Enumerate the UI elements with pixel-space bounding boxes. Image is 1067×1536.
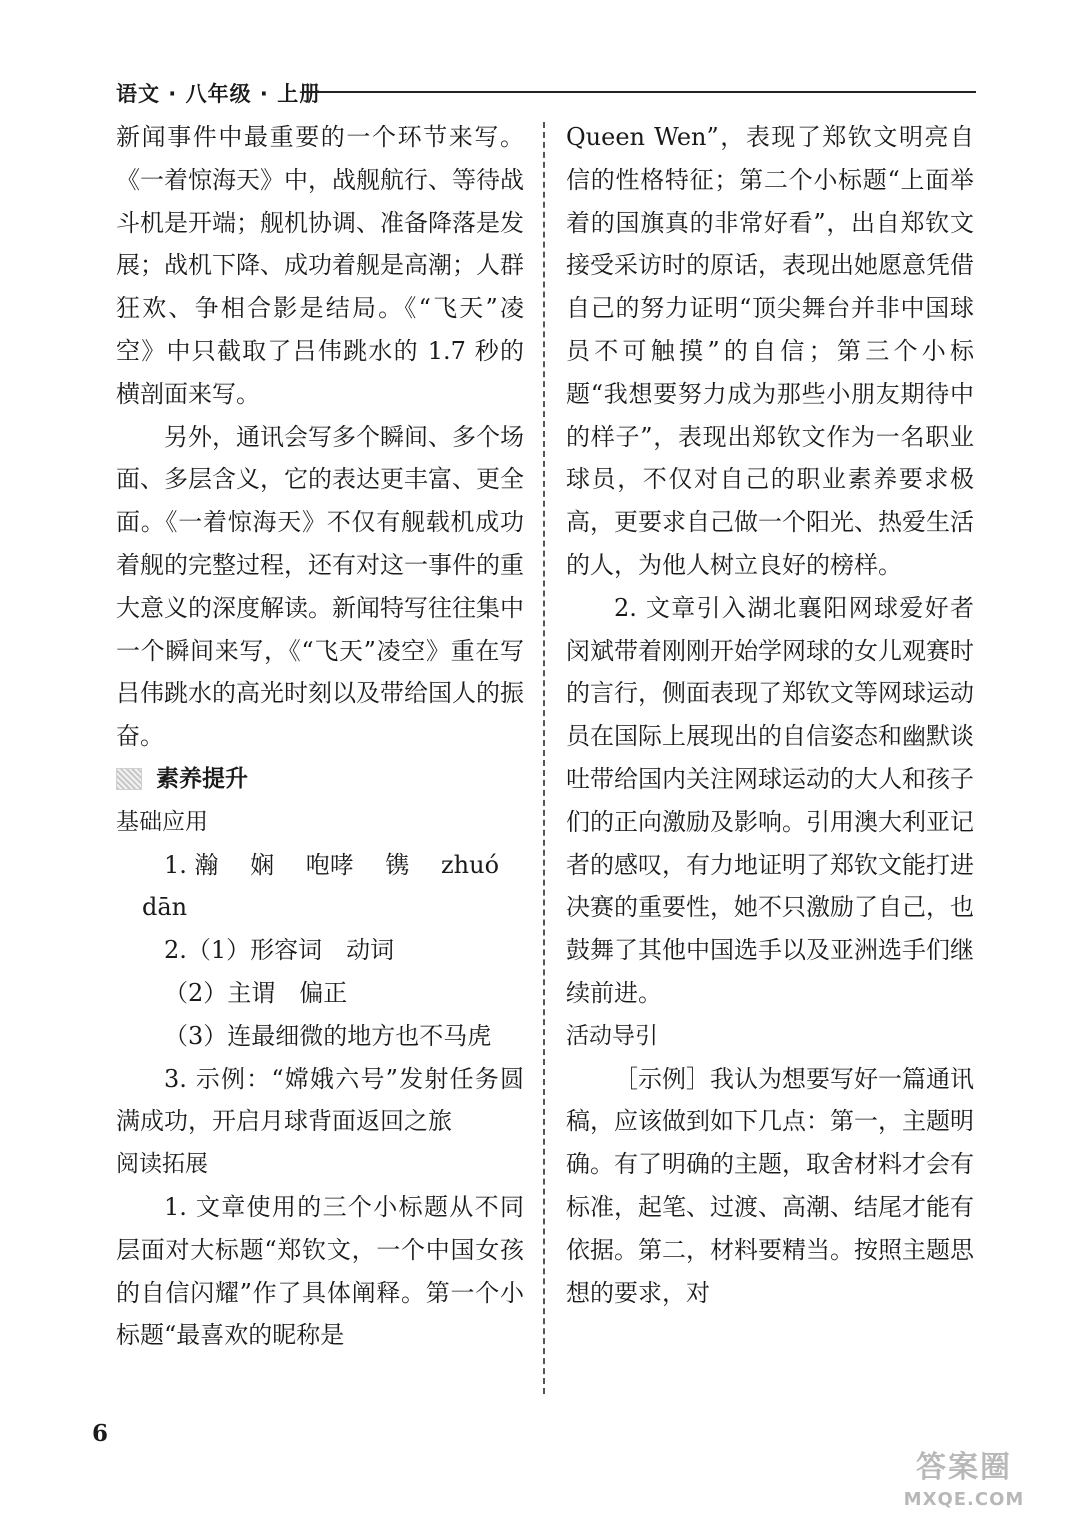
section-marker-icon (116, 768, 142, 790)
section-heading (116, 758, 524, 801)
paragraph: Queen Wen”，表现了郑钦文明亮自信的性格特征；第二个小标题“上面举着的国旗真的非常好看”，出自郑钦文接受采访时的原话，表现出她愿意凭借自己的努力证明“顶尖舞台并非中国球员不可触摸”的自信；第三个小标题“我想要努力成为那些小朋友期待中的样子”，表现出郑钦文作为一名职业球员，不仅对自己的职业素养要求极高，更要求自己做一个阳光、热爱生活的人，为他人树立良好的榜样。 (566, 123, 974, 579)
paragraph: 另外，通讯会写多个瞬间、多个场面、多层含义，它的表达更丰富、更全面。《一着惊海天》不仅有舰载机成功着舰的完整过程，还有对这一事件的重大意义的深度解读。新闻特写往往集中一个瞬间来写，《“飞天”凌空》重在写吕伟跳水的高光时刻以及带给国人的振奋。 (116, 422, 524, 751)
answer-paragraph: 2. 文章引入湖北襄阳网球爱好者闵斌带着刚刚开始学网球的女儿观赛时的言行，侧面表现了郑钦文等网球运动员在国际上展现出的自信姿态和幽默谈吐带给国内关注网球运动的大人和孩子们的正向激励及影响。引用澳大利亚记者的感叹，有力地证明了郑钦文能打进决赛的重要性，她不只激励了自己，也鼓舞了其他中国选手以及亚洲选手们继续前进。 (566, 593, 974, 1007)
page-header (116, 74, 976, 110)
answer-line: 1. 瀚 娴 咆哮 镌 zhuó (164, 850, 500, 879)
answer-line: （2）主谓 偏正 (164, 978, 348, 1007)
subsection-heading: 活动导引 (566, 1022, 658, 1049)
answer-paragraph: 1. 文章使用的三个小标题从不同层面对大标题“郑钦文，一个中国女孩的自信闪耀”作了具体阐释。第一个小标题“最喜欢的昵称是 (116, 1192, 524, 1350)
page-number: 6 (92, 1420, 109, 1447)
watermark-logo: 答案圈 (916, 1450, 1012, 1485)
subsection-heading: 基础应用 (116, 808, 208, 835)
left-column (116, 116, 524, 1357)
right-column (566, 116, 974, 1314)
answer-line: （3）连最细微的地方也不马虎 (164, 1021, 492, 1050)
header-rule (302, 91, 976, 93)
book-title: 语文 · 八年级 · 上册 (116, 82, 322, 106)
paragraph: 新闻事件中最重要的一个环节来写。《一着惊海天》中，战舰航行、等待战斗机是开端；舰机协调、准备降落是发展；战机下降、成功着舰是高潮；人群狂欢、争相合影是结局。《“飞天”凌空》中只截取了吕伟跳水的 1.7 秒的横剖面来写。 (116, 123, 524, 408)
subsection-heading: 阅读拓展 (116, 1151, 208, 1178)
answer-paragraph: 3. 示例：“嫦娥六号”发射任务圆满成功，开启月球背面返回之旅 (116, 1064, 524, 1136)
watermark (884, 1448, 1044, 1520)
answer-line: dān (142, 893, 188, 922)
column-divider (543, 122, 545, 1394)
section-heading-text: 素养提升 (156, 765, 248, 792)
answer-line: 2.（1）形容词 动词 (164, 936, 395, 965)
watermark-url: MXQE.COM (903, 1489, 1025, 1510)
answer-paragraph: ［示例］我认为想要写好一篇通讯稿，应该做到如下几点：第一，主题明确。有了明确的主题，取舍材料才会有标准，起笔、过渡、高潮、结尾才能有依据。第二，材料要精当。按照主题思想的要求，对 (566, 1064, 974, 1307)
